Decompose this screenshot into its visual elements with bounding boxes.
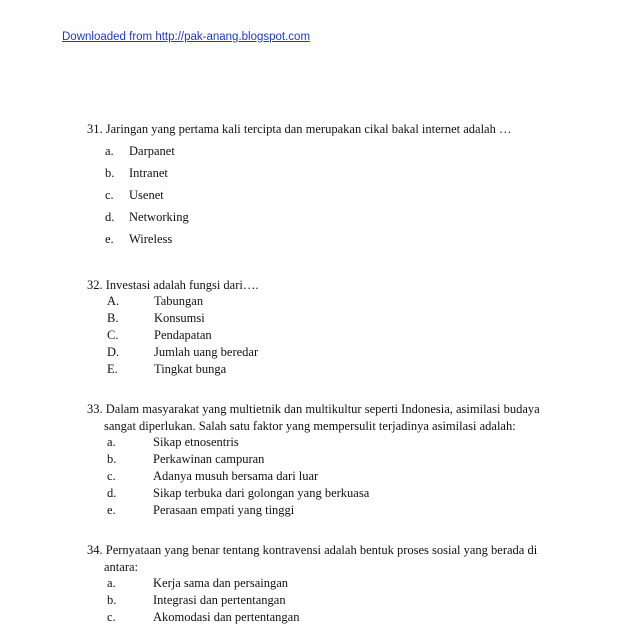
question-31 [87, 121, 511, 138]
question-34-text [87, 542, 537, 576]
source-link[interactable]: Downloaded from http://pak-anang.blogspot.com [62, 31, 311, 43]
question-33 [87, 401, 540, 435]
question-33-text [87, 401, 540, 435]
question-34-line-1: 34. Pernyataan yang benar tentang kontravensi adalah bentuk proses sosial yang berada di [87, 543, 538, 557]
question-33-line-1: 33. Dalam masyarakat yang multietnik dan multikultur seperti Indonesia, asimilasi budaya [87, 402, 540, 416]
question-34 [87, 542, 537, 576]
question-31-text: 31. Jaringan yang pertama kali tercipta dan merupakan cikal bakal internet adalah … [87, 122, 512, 136]
question-34-line-2: antara: [104, 560, 139, 574]
question-32-text: 32. Investasi adalah fungsi dari…. [87, 278, 259, 292]
question-32 [87, 277, 258, 294]
question-33-line-2: sangat diperlukan. Salah satu faktor yang mempersulit terjadinya asimilasi adalah: [104, 419, 516, 433]
